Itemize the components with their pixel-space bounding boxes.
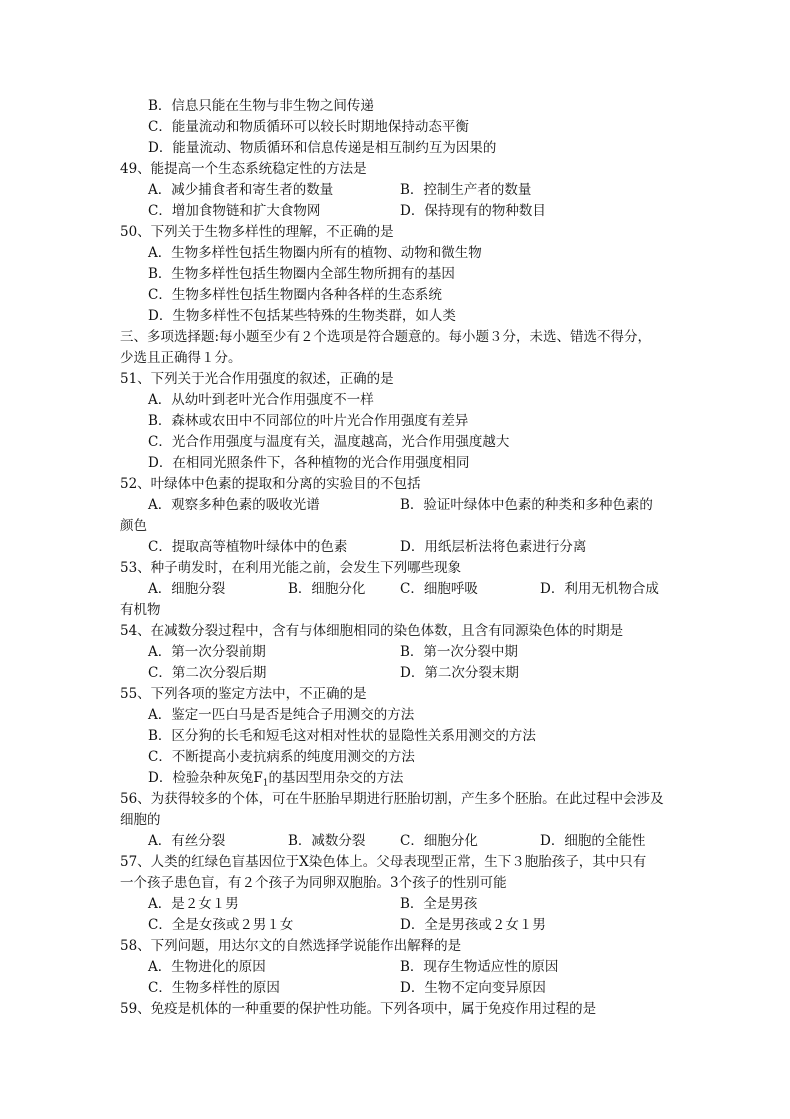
question-56-cont: 细胞的 [120, 812, 161, 828]
q49-option-b: B．控制生产者的数量 [400, 182, 532, 198]
section-3-heading: 三、多项选择题:每小题至少有２个选项是符合题意的。每小题３分，未选、错选不得分， [120, 329, 652, 345]
question-50: 50、下列关于生物多样性的理解，不正确的是 [120, 224, 394, 240]
option-b-prev: B．信息只能在生物与非生物之间传递 [148, 98, 374, 114]
q53-option-d-cont: 有机物 [120, 602, 161, 618]
option-c-prev: C．能量流动和物质循环可以较长时期地保持动态平衡 [148, 119, 469, 135]
q49-option-c: C．增加食物链和扩大食物网 [148, 203, 321, 219]
q52-option-b: B．验证叶绿体中色素的种类和多种色素的 [400, 497, 653, 513]
q52-option-a: A．观察多种色素的吸收光谱 [148, 497, 320, 513]
q56-option-a: A．有丝分裂 [148, 833, 226, 849]
question-53: 53、种子萌发时，在利用光能之前，会发生下列哪些现象 [120, 560, 462, 576]
question-49: 49、能提高一个生态系统稳定性的方法是 [120, 161, 367, 177]
q53-option-c: C．细胞呼吸 [400, 581, 478, 597]
q54-option-d: D．第二次分裂末期 [400, 665, 519, 681]
q57-option-c: C．全是女孩或２男１女 [148, 917, 294, 933]
q55-option-a: A．鉴定一匹白马是否是纯合子用测交的方法 [148, 707, 415, 723]
q50-option-a: A．生物多样性包括生物圈内所有的植物、动物和微生物 [148, 245, 482, 261]
q58-option-d: D．生物不定向变异原因 [400, 980, 546, 996]
question-58: 58、下列问题，用达尔文的自然选择学说能作出解释的是 [120, 938, 462, 954]
q49-option-d: D．保持现有的物种数目 [400, 203, 546, 219]
q55-option-d-text-end: 的基因型用杂交的方法 [268, 770, 404, 786]
q52-option-b-cont: 颜色 [120, 518, 147, 534]
q50-option-d: D．生物多样性不包括某些特殊的生物类群，如人类 [148, 308, 456, 324]
q53-option-a: A．细胞分裂 [148, 581, 226, 597]
question-54: 54、在减数分裂过程中，含有与体细胞相同的染色体数，且含有同源染色体的时期是 [120, 623, 624, 639]
question-55: 55、下列各项的鉴定方法中，不正确的是 [120, 686, 367, 702]
q52-option-d: D．用纸层析法将色素进行分离 [400, 539, 587, 555]
q51-option-d: D．在相同光照条件下，各种植物的光合作用强度相同 [148, 455, 470, 471]
q55-option-d-text: D．检验杂种灰兔F [148, 770, 263, 786]
q58-option-b: B．现存生物适应性的原因 [400, 959, 559, 975]
q50-option-c: C．生物多样性包括生物圈内各种各样的生态系统 [148, 287, 442, 303]
q53-option-b: B．细胞分化 [288, 581, 366, 597]
q49-option-a: A．减少捕食者和寄生者的数量 [148, 182, 334, 198]
q54-option-a: A．第一次分裂前期 [148, 644, 266, 660]
q55-option-c: C．不断提高小麦抗病系的纯度用测交的方法 [148, 749, 415, 765]
q52-option-c: C．提取高等植物叶绿体中的色素 [148, 539, 348, 555]
q55-option-d-subscript: 1 [262, 778, 269, 789]
section-3-heading-cont: 少选且正确得１分。 [120, 350, 242, 366]
q50-option-b: B．生物多样性包括生物圈内全部生物所拥有的基因 [148, 266, 455, 282]
q57-option-b: B．全是男孩 [400, 896, 478, 912]
q57-option-d: D．全是男孩或２女１男 [400, 917, 546, 933]
question-57-cont: 一个孩子患色盲，有２个孩子为同卵双胞胎。3个孩子的性别可能 [120, 875, 507, 891]
question-59: 59、免疫是机体的一种重要的保护性功能。下列各项中，属于免疫作用过程的是 [120, 1001, 597, 1017]
q58-option-c: C．生物多样性的原因 [148, 980, 280, 996]
q51-option-a: A．从幼叶到老叶光合作用强度不一样 [148, 392, 374, 408]
question-57: 57、人类的红绿色盲基因位于X染色体上。父母表现型正常，生下３胞胎孩子，其中只有 [120, 854, 647, 870]
q55-option-b: B．区分狗的长毛和短毛这对相对性状的显隐性关系用测交的方法 [148, 728, 536, 744]
q56-option-d: D．细胞的全能性 [540, 833, 646, 849]
q57-option-a: A．是２女１男 [148, 896, 239, 912]
q58-option-a: A．生物进化的原因 [148, 959, 266, 975]
q56-option-c: C．细胞分化 [400, 833, 478, 849]
q51-option-c: C．光合作用强度与温度有关，温度越高，光合作用强度越大 [148, 434, 510, 450]
question-51: 51、下列关于光合作用强度的叙述，正确的是 [120, 371, 394, 387]
q54-option-c: C．第二次分裂后期 [148, 665, 267, 681]
q53-option-d: D．利用无机物合成 [540, 581, 659, 597]
q56-option-b: B．减数分裂 [288, 833, 366, 849]
question-52: 52、叶绿体中色素的提取和分离的实验目的不包括 [120, 476, 421, 492]
q51-option-b: B．森林或农田中不同部位的叶片光合作用强度有差异 [148, 413, 469, 429]
option-d-prev: D．能量流动、物质循环和信息传递是相互制约互为因果的 [148, 140, 497, 156]
question-56: 56、为获得较多的个体，可在牛胚胎早期进行胚胎切割，产生多个胚胎。在此过程中会涉及 [120, 791, 664, 807]
q54-option-b: B．第一次分裂中期 [400, 644, 518, 660]
q55-option-d [148, 768, 403, 788]
